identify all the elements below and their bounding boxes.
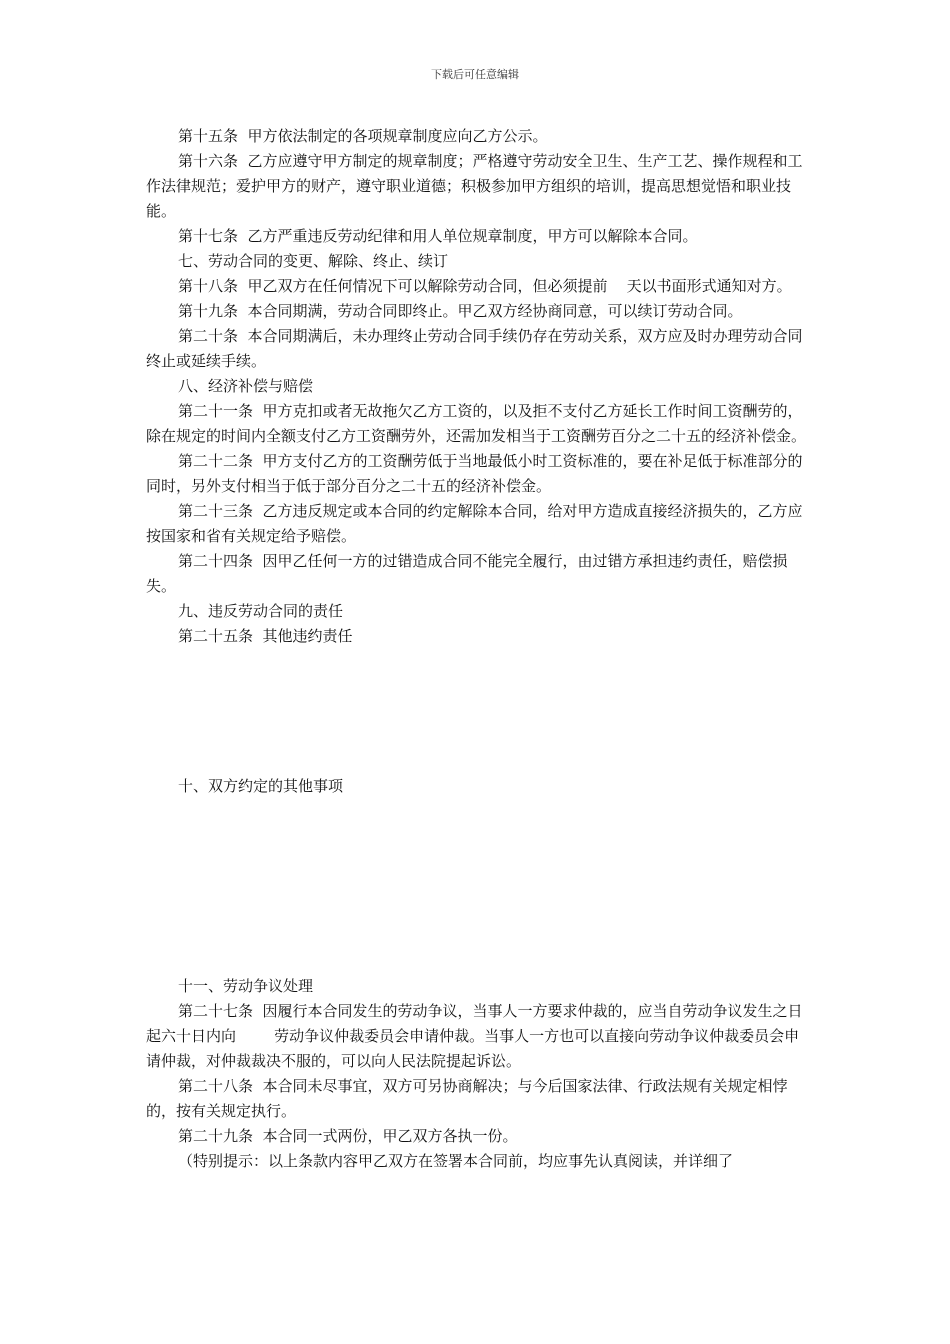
special-note: （特别提示：以上条款内容甲乙双方在签署本合同前，均应事先认真阅读，并详细了: [178, 1152, 734, 1170]
document-body: [146, 124, 814, 1174]
blank-space: [146, 649, 814, 774]
article-20: 第二十条 本合同期满后，未办理终止劳动合同手续仍存在劳动关系，双方应及时办理劳动合同终止或延续手续。: [146, 327, 803, 370]
article-19: 第十九条 本合同期满，劳动合同即终止。甲乙双方经协商同意，可以续订劳动合同。: [178, 302, 743, 320]
article-16: 第十六条 乙方应遵守甲方制定的规章制度；严格遵守劳动安全卫生、生产工艺、操作规程和工作法律规范；爱护甲方的财产，遵守职业道德；积极参加甲方组织的培训，提高思想觉悟和职业技能。: [146, 152, 803, 220]
article-15: 第十五条 甲方依法制定的各项规章制度应向乙方公示。: [178, 127, 548, 145]
section-heading-10: 十、双方约定的其他事项: [178, 777, 344, 795]
article-27: 第二十七条 因履行本合同发生的劳动争议，当事人一方要求仲裁的，应当自劳动争议发生之日起六十日内向 劳动争议仲裁委员会申请仲裁。当事人一方也可以直接向劳动争议仲裁委员会申请仲裁，对仲裁裁决不服的，可以向人民法院提起诉讼。: [146, 1002, 803, 1070]
article-24: 第二十四条 因甲乙任何一方的过错造成合同不能完全履行，由过错方承担违约责任，赔偿损失。: [146, 552, 788, 595]
section-heading-7: 七、劳动合同的变更、解除、终止、续订: [178, 252, 449, 270]
article-18: 第十八条 甲乙双方在任何情况下可以解除劳动合同，但必须提前 天以书面形式通知对方。: [178, 277, 792, 295]
article-23: 第二十三条 乙方违反规定或本合同的约定解除本合同，给对甲方造成直接经济损失的，乙方应按国家和省有关规定给予赔偿。: [146, 502, 803, 545]
article-21: 第二十一条 甲方克扣或者无故拖欠乙方工资的，以及拒不支付乙方延长工作时间工资酬劳的，除在规定的时间内全额支付乙方工资酬劳外，还需加发相当于工资酬劳百分之二十五的经济补偿金。: [146, 402, 807, 445]
article-17: 第十七条 乙方严重违反劳动纪律和用人单位规章制度，甲方可以解除本合同。: [178, 227, 698, 245]
article-25: 第二十五条 其他违约责任: [178, 627, 353, 645]
article-28: 第二十八条 本合同未尽事宜，双方可另协商解决；与今后国家法律、行政法规有关规定相悖的，按有关规定执行。: [146, 1077, 788, 1120]
article-22: 第二十二条 甲方支付乙方的工资酬劳低于当地最低小时工资标准的，要在补足低于标准部分的同时，另外支付相当于低于部分百分之二十五的经济补偿金。: [146, 452, 803, 495]
section-heading-9: 九、违反劳动合同的责任: [178, 602, 344, 620]
article-29: 第二十九条 本合同一式两份，甲乙双方各执一份。: [178, 1127, 518, 1145]
section-heading-11: 十一、劳动争议处理: [178, 977, 314, 995]
blank-space: [146, 799, 814, 974]
page-header: 下载后可任意编辑: [431, 68, 519, 81]
section-heading-8: 八、经济补偿与赔偿: [178, 377, 314, 395]
